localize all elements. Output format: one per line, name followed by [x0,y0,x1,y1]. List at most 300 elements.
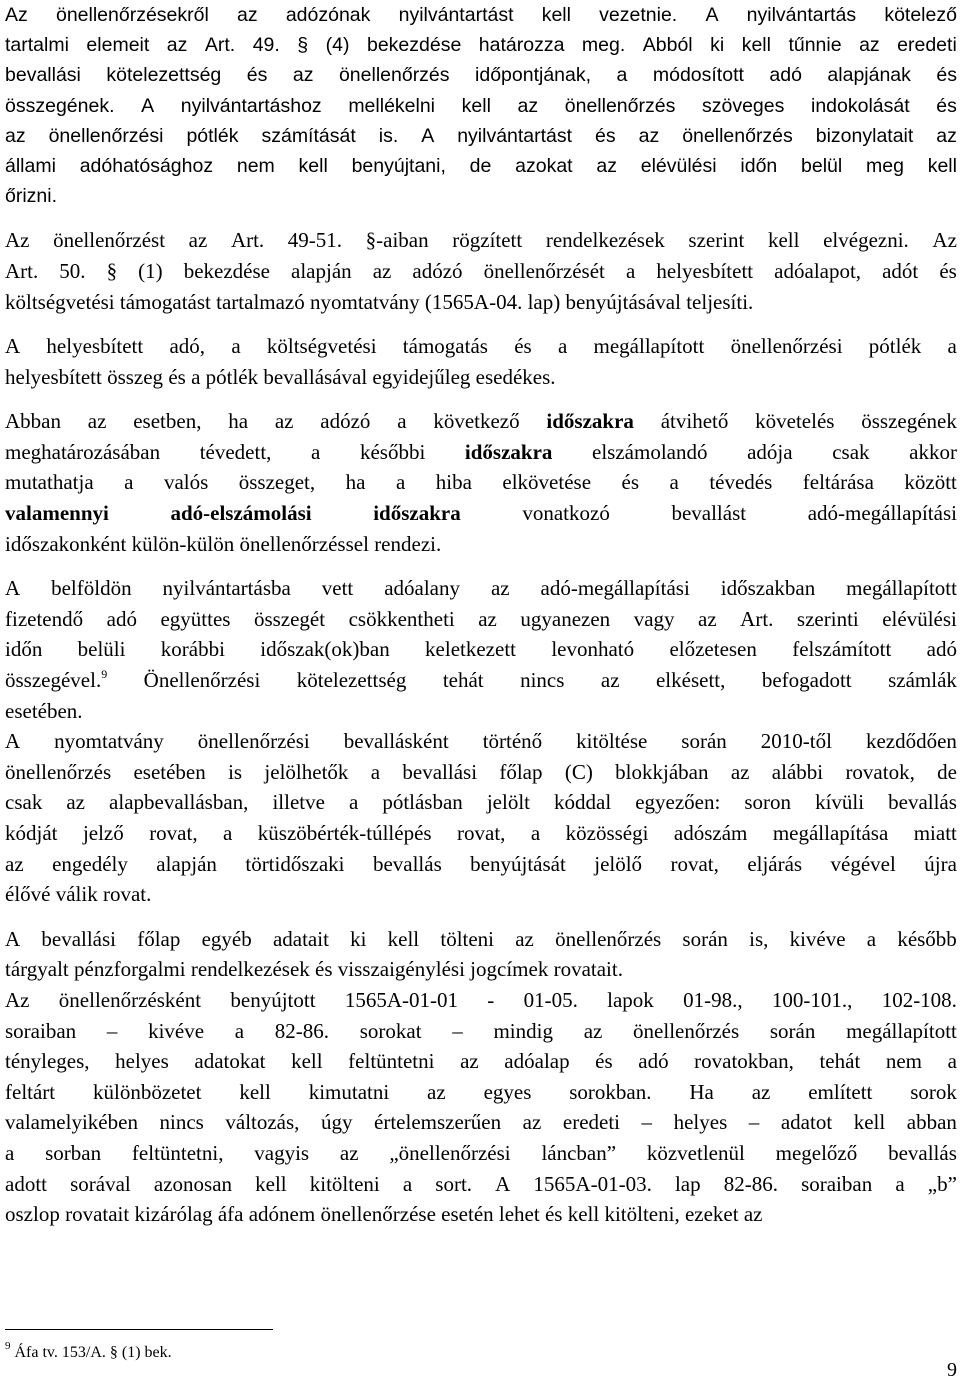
word: ezeket [684,1202,739,1227]
word: időszakban [720,576,816,601]
word: elkövetése [502,470,592,495]
text-line [5,924,957,955]
word: kivéve [148,1018,205,1043]
word: miatt [913,821,957,845]
word: adó [106,606,137,631]
word: soraiban [5,1018,77,1043]
word: önellenőrzési [197,729,310,754]
word: adó [769,64,802,87]
word: A [495,1171,511,1196]
word: történő [482,729,543,754]
word: követelés [755,409,835,434]
word: során [682,926,728,951]
word: megelőző [775,1140,858,1165]
word: A [5,334,21,359]
word: Art. [740,606,774,631]
word: válik [55,882,98,907]
word: 1565A-01-03. [533,1171,652,1196]
text-line [5,1199,957,1230]
word: az [522,1110,542,1135]
word: kell [291,1049,323,1074]
word: az [596,154,617,177]
word: pótlék [868,334,922,359]
word: csökkentheti [348,606,455,631]
word: és [939,258,957,283]
word: 2010-től [760,729,832,754]
word: időszak(ok)ban [260,637,390,662]
word: de [937,759,957,784]
word: 49. [252,34,280,57]
word: esedékes. [475,364,556,389]
word: Art. [5,258,39,283]
word: költségvetési [266,334,377,359]
word: és [315,957,333,982]
word: jelölhetők [264,759,349,784]
word: kizárólag [134,1202,213,1227]
word: az [274,409,294,434]
word: vagyis [254,1140,310,1165]
word: a [402,1171,413,1196]
word: és [595,124,616,147]
word: rovatokban, [694,1049,794,1074]
word: elemeit [86,34,150,57]
word: a [191,364,201,389]
word: a [557,334,568,359]
page-number: 9 [947,1359,957,1381]
word: Az [5,987,30,1012]
word: korábbi [160,637,225,662]
word: A [5,729,21,754]
word: későbbi [359,439,426,464]
word: kell [461,94,491,117]
text-line [5,726,957,757]
text-line [5,1107,957,1138]
word: tényleges, [5,1049,90,1074]
word: adónem [248,1202,316,1227]
word: meghatározásában [5,439,161,464]
word: különbözetet [93,1079,202,1104]
word: esetén [441,1202,494,1227]
word: rovat. [102,882,152,907]
word: alapbevallásban, [109,790,249,815]
word: adóalap [504,1049,570,1074]
word: önellenőrzést [53,228,166,253]
word: meg [866,154,904,177]
word: adózónak [285,4,371,26]
text-line [5,604,957,635]
word: jelölő [594,851,643,876]
word: nyomtatvány [310,289,420,314]
word: illetve [272,790,325,815]
word: a [370,759,381,784]
word: adóalapot, [774,258,862,283]
word: bevallás [372,851,442,876]
word: §-aiban [365,228,429,253]
word: feltüntetni, [131,1140,224,1165]
word: is, [749,926,769,951]
word: meg. [581,34,626,57]
paragraph-p6 [5,726,957,910]
word: értelemszerűen [374,1110,502,1135]
word: az [339,1140,359,1165]
word: elszámolandó [592,439,708,464]
word: az [600,668,620,693]
word: kell [927,154,957,177]
word: eljárás [747,851,803,876]
word: rovatait. [553,957,623,982]
word: külön-külön [131,531,235,556]
word: vagy [633,606,675,631]
word: a [231,334,241,359]
word: a [5,1140,15,1165]
word: közvetlenül [646,1140,745,1165]
word: bevallási [41,926,117,951]
word: összegének. [5,94,115,117]
word: 49-51. [287,228,343,253]
word: nem [885,1049,923,1074]
word: az [743,1202,763,1227]
word: eredeti [562,1110,620,1135]
word: kimutatni [308,1079,390,1104]
word: az [515,926,534,951]
word: 102-108. [881,987,957,1012]
word: lap) [527,289,561,314]
word: állami [5,154,56,177]
word: kezdődően [865,729,957,754]
text-line [5,787,957,818]
word: (C) [564,759,593,784]
word: adó-elszámolási [170,501,312,526]
word: kell [298,154,328,177]
text-line [5,181,957,211]
word: belüli [77,637,126,662]
word: a [616,64,628,87]
paragraph-p4 [5,406,957,559]
word: a [397,409,407,434]
word: adószám [673,821,748,845]
word: időn [5,637,43,662]
word: elvégezni. [823,228,909,253]
text-line [5,1077,957,1108]
text-line [5,437,957,468]
text-line [5,121,957,151]
word: adója [747,439,793,464]
word: később [897,926,957,951]
word: egyes [483,1079,532,1104]
word: megállapított [846,576,957,601]
word: A [705,4,719,26]
word: helyes [115,1049,169,1074]
word: vezetnie. [599,4,678,26]
word: feltárt [5,1079,56,1104]
word: kitölteni, [604,1202,680,1227]
word: és [936,64,957,87]
word: pótlásban [382,790,463,815]
text-line [5,287,957,318]
word: sorokat [359,1018,422,1043]
text-line [5,1138,957,1169]
word: nyilvántartást [457,124,573,147]
word: tévedés [709,470,773,495]
word: önellenőrzés [682,124,793,147]
text-line [5,757,957,788]
word: ki [710,34,725,57]
word: sort. [435,1171,473,1196]
paragraph-p8 [5,985,957,1230]
text-line [5,1169,957,1200]
word: mellékelni [348,94,436,117]
word: előzetesen [669,637,757,662]
word: tartalmazó [216,289,305,314]
word: tartalmi [5,34,69,57]
word: felszámított [792,637,892,662]
word: összegének [861,409,957,434]
word: sorával [70,1171,131,1196]
text-line [5,1046,957,1077]
word: helyesbített [656,258,754,283]
word: az [517,94,539,117]
word: ha [345,470,366,495]
text-line [5,634,957,665]
word: levonható [551,637,635,662]
word: ha [228,409,249,434]
word: § [106,258,118,283]
word: benyújtani, [351,154,446,177]
word: a [311,439,321,464]
word: adatait [272,926,329,951]
word: kell [853,1110,886,1135]
word: támogatást [119,289,211,314]
word: elévülési [882,606,957,631]
word: csak [5,790,43,815]
word: elkésett, [655,668,726,693]
word: alapján [156,851,217,876]
word: (1565A-04. [424,289,523,314]
word: de [469,154,492,177]
word: az [478,606,497,631]
word: a [124,470,134,495]
word: az [5,851,24,876]
word: tévedett, [199,439,272,464]
word: törtidőszaki [245,851,345,876]
word: lehet [498,1202,540,1227]
word: visszaigénylési [337,957,465,982]
word: soraiban [801,1171,873,1196]
word: benyújtott [230,987,316,1012]
paragraph-gap [5,392,957,406]
word: eredeti [897,34,957,57]
text-line [5,225,957,256]
word: 82-86. [274,1018,330,1043]
word: áfa [217,1202,244,1227]
word: az [427,1079,446,1104]
word: – [452,1018,463,1043]
word: belföldön [51,576,132,601]
word: kell [741,34,771,57]
word: ugyanezen [520,606,611,631]
word: valamennyi [5,501,109,526]
word: önellenőrzési [730,334,843,359]
word: főlap [499,759,543,784]
word: végével [830,851,896,876]
word: újra [924,851,957,876]
word: pénzforgalmi [74,957,186,982]
word: az [166,34,188,57]
paragraph-p5 [5,573,957,726]
word: – [641,1110,653,1135]
word: együttes [160,606,231,631]
word: nincs [520,668,565,693]
word: időpontjának, [475,64,592,87]
word: megállapított [846,1018,957,1043]
word: feltárása [802,470,874,495]
text-line [5,331,957,362]
word: összegével.$^9$ [5,667,108,693]
text-line [5,467,957,498]
word: a [625,258,636,283]
paragraph-gap [5,317,957,331]
word: ki [350,926,367,951]
word: időszakonként [5,531,127,556]
word: is [228,759,243,784]
word: kívüli [815,790,865,815]
word: helyesbített [46,334,144,359]
word: vonatkozó [522,501,610,526]
word: Art. [204,34,236,57]
word: „önellenőrzési [389,1140,511,1165]
word: A [141,94,155,117]
word: adó, [169,334,206,359]
word: Abban [5,409,61,434]
word: bevallás [888,790,957,815]
footnote-marker: 9 [5,1340,11,1352]
word: (4) [325,34,350,57]
word: bevallási [402,759,478,784]
word: adott [5,1171,47,1196]
word: mutathatja [5,470,94,495]
word: a [348,790,359,815]
word: a [530,821,541,845]
body-text [5,0,957,1230]
word: a [866,926,877,951]
word: rendezi. [374,531,442,556]
word: a [947,1049,957,1074]
word: költségvetési [5,289,115,314]
text-line [5,30,957,60]
word: adatot [780,1110,833,1135]
text-line [5,1016,957,1047]
word: az [188,228,208,253]
word: önellenőrzés [555,926,662,951]
word: a [395,470,406,495]
word: rovat, [670,851,719,876]
word: az [936,124,957,147]
word: tehát [442,668,484,693]
word: helyesbített [5,364,102,389]
word: (1) [138,258,163,283]
word: Art. [230,228,265,253]
word: rovat, [149,821,198,845]
word: során [681,729,727,754]
word: bevallást [671,501,747,526]
word: nyilvántartásba [162,576,291,601]
word: - [487,987,495,1012]
word: benyújtásával [565,289,681,314]
word: kötelező [884,4,957,26]
word: az [583,1018,603,1043]
word: azokat [515,154,573,177]
text-line [5,0,957,30]
text-line [5,529,957,560]
word: kitöltése [576,729,648,754]
word: támogatás [402,334,488,359]
word: feltüntetni [348,1049,435,1074]
word: rovat, [457,821,506,845]
word: blokkjában [615,759,709,784]
word: és [544,1202,563,1227]
word: változás, [225,1110,300,1135]
word: rovatait [65,1202,130,1227]
word: hiba [435,470,472,495]
word: adó-megállapítási [807,501,957,526]
word: határozza [478,34,565,57]
word: alapjának [827,64,911,87]
word: az [237,4,258,26]
text-line [5,849,957,880]
text-line [5,60,957,90]
word: önellenőrzését [483,258,605,283]
word: önellenőrzése [320,1202,436,1227]
word: esetében [133,759,206,784]
text-line [5,91,957,121]
word: rendelkezések [190,957,310,982]
text-line [5,151,957,181]
word: nyilvántartás [746,4,857,26]
footnote-text: Áfa tv. 153/A. § (1) bek. [14,1344,172,1361]
word: jelölt [486,790,530,815]
paragraph-p2 [5,225,957,317]
word: és [246,64,268,87]
word: A [5,926,21,951]
word: megállapított [593,334,705,359]
word: mindig [493,1018,553,1043]
word: az [751,1079,771,1104]
word: pótlék [205,364,259,389]
word: sorokban. [569,1079,652,1104]
word: önellenőrzési [48,124,164,147]
word: küszöbérték-túllépés [257,821,432,845]
paragraph-p7 [5,924,957,985]
word: soron [744,790,792,815]
word: kitölteni [309,1171,380,1196]
word: alábbi [771,759,824,784]
word: az [5,124,26,147]
word: számlák [888,668,957,693]
word: fizetendő [5,606,84,631]
text-line [5,818,957,849]
word: következő [433,409,520,434]
word: a [223,821,233,845]
word: akkor [909,439,957,464]
word: 01-98., [683,987,743,1012]
word: önellenőrzés [338,64,450,87]
word: és [514,334,532,359]
text-line [5,985,957,1016]
word: pótlék [186,124,239,147]
text-line [5,954,957,985]
word: kötelezettség [296,668,407,693]
word: alapján [291,258,352,283]
